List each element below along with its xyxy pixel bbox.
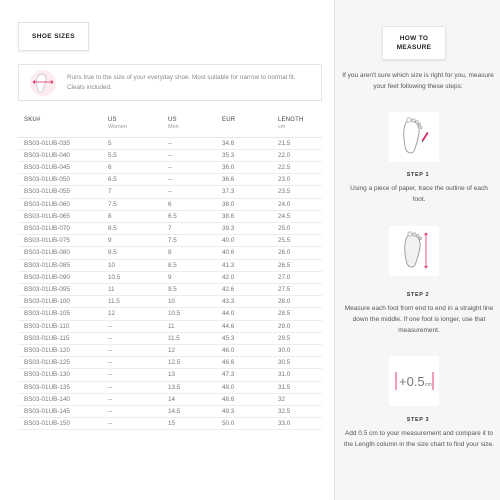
cell-sku: BS03-01UB-140 bbox=[18, 393, 102, 405]
step-2-label: STEP 2 bbox=[406, 292, 430, 298]
cell-eur: 40.6 bbox=[216, 247, 272, 259]
cell-eur: 35.3 bbox=[216, 149, 272, 161]
table-row bbox=[18, 271, 322, 283]
how-to-measure-title-line1: HOW TO bbox=[399, 35, 429, 42]
cell-sku: BS03-01UB-080 bbox=[18, 247, 102, 259]
cell-length: 33.0 bbox=[272, 418, 322, 430]
cell-sku: BS03-01UB-105 bbox=[18, 308, 102, 320]
table-row bbox=[18, 137, 322, 149]
cell-sku: BS03-01UB-125 bbox=[18, 357, 102, 369]
cell-sku: BS03-01UB-110 bbox=[18, 320, 102, 332]
measure-intro-text: If you aren't sure which size is right for you, measure your feet following these steps: bbox=[342, 72, 494, 90]
cell-length: 22.0 bbox=[272, 149, 322, 161]
fit-note-text: Runs true to the size of your everyday shoe. Most suitable for narrow to normal fit. Cleats included. bbox=[67, 74, 296, 91]
table-row bbox=[18, 308, 322, 320]
cell-us-women: 9 bbox=[102, 235, 162, 247]
table-row bbox=[18, 393, 322, 405]
cell-us-women: 6.5 bbox=[102, 174, 162, 186]
table-row bbox=[18, 259, 322, 271]
cell-eur: 48.0 bbox=[216, 381, 272, 393]
cell-us-women: 8.5 bbox=[102, 222, 162, 234]
cell-us-women: 5.5 bbox=[102, 149, 162, 161]
table-row bbox=[18, 174, 322, 186]
column-header-us-women: US Women bbox=[102, 113, 162, 137]
cell-length: 27.0 bbox=[272, 271, 322, 283]
table-row bbox=[18, 161, 322, 173]
cell-us-men: -- bbox=[162, 186, 216, 198]
cell-us-women: 8 bbox=[102, 210, 162, 222]
cell-length: 28.0 bbox=[272, 296, 322, 308]
column-header-us-men: US Men bbox=[162, 113, 216, 137]
cell-length: 22.5 bbox=[272, 161, 322, 173]
table-row bbox=[18, 405, 322, 417]
cell-us-men: 13 bbox=[162, 369, 216, 381]
add-measurement-value: +0.5 bbox=[399, 374, 425, 389]
cell-length: 23.0 bbox=[272, 174, 322, 186]
cell-sku: BS03-01UB-085 bbox=[18, 259, 102, 271]
foot-trace-icon bbox=[389, 112, 439, 162]
cell-sku: BS03-01UB-060 bbox=[18, 198, 102, 210]
cell-length: 25.0 bbox=[272, 222, 322, 234]
cell-length: 27.5 bbox=[272, 283, 322, 295]
cell-sku: BS03-01UB-050 bbox=[18, 174, 102, 186]
table-row bbox=[18, 210, 322, 222]
table-row bbox=[18, 235, 322, 247]
cell-eur: 39.3 bbox=[216, 222, 272, 234]
cell-length: 32 bbox=[272, 393, 322, 405]
cell-eur: 38.6 bbox=[216, 210, 272, 222]
cell-length: 23.5 bbox=[272, 186, 322, 198]
column-header-length: LENGTH cm bbox=[272, 113, 322, 137]
cell-eur: 44.0 bbox=[216, 308, 272, 320]
cell-eur: 45.3 bbox=[216, 332, 272, 344]
cell-eur: 50.0 bbox=[216, 418, 272, 430]
cell-length: 24.0 bbox=[272, 198, 322, 210]
add-measurement-icon bbox=[389, 356, 439, 406]
cell-sku: BS03-01UB-115 bbox=[18, 332, 102, 344]
cell-length: 31.5 bbox=[272, 381, 322, 393]
cell-length: 30.0 bbox=[272, 344, 322, 356]
step-1-text: Using a piece of paper, trace the outline of each foot. bbox=[350, 185, 488, 203]
how-to-measure-title-line2: MEASURE bbox=[396, 43, 432, 51]
cell-us-women: 12 bbox=[102, 308, 162, 320]
cell-us-women: -- bbox=[102, 418, 162, 430]
cell-us-men: 8 bbox=[162, 247, 216, 259]
cell-us-women: -- bbox=[102, 405, 162, 417]
how-to-measure-panel bbox=[334, 0, 500, 500]
cell-us-men: 13.5 bbox=[162, 381, 216, 393]
table-row bbox=[18, 222, 322, 234]
cell-sku: BS03-01UB-055 bbox=[18, 186, 102, 198]
cell-length: 21.5 bbox=[272, 137, 322, 149]
table-header-row bbox=[18, 113, 322, 137]
column-header-eur: EUR bbox=[216, 113, 272, 137]
cell-length: 25.5 bbox=[272, 235, 322, 247]
cell-eur: 44.6 bbox=[216, 320, 272, 332]
cell-sku: BS03-01UB-120 bbox=[18, 344, 102, 356]
cell-sku: BS03-01UB-150 bbox=[18, 418, 102, 430]
table-row bbox=[18, 369, 322, 381]
shoe-sizes-title: SHOE SIZES bbox=[18, 22, 89, 51]
cell-eur: 47.3 bbox=[216, 369, 272, 381]
cell-us-men: 14 bbox=[162, 393, 216, 405]
cell-us-men: 10 bbox=[162, 296, 216, 308]
cell-us-men: 9 bbox=[162, 271, 216, 283]
cell-sku: BS03-01UB-065 bbox=[18, 210, 102, 222]
table-row bbox=[18, 198, 322, 210]
cell-length: 26.0 bbox=[272, 247, 322, 259]
cell-eur: 40.0 bbox=[216, 235, 272, 247]
step-1-label: STEP 1 bbox=[406, 172, 430, 178]
cell-us-women: 11 bbox=[102, 283, 162, 295]
cell-us-women: 6 bbox=[102, 161, 162, 173]
cell-eur: 41.3 bbox=[216, 259, 272, 271]
cell-eur: 36.6 bbox=[216, 174, 272, 186]
cell-eur: 34.6 bbox=[216, 137, 272, 149]
cell-us-men: 6.5 bbox=[162, 210, 216, 222]
table-row bbox=[18, 296, 322, 308]
cell-us-women: -- bbox=[102, 369, 162, 381]
cell-length: 31.0 bbox=[272, 369, 322, 381]
cell-sku: BS03-01UB-070 bbox=[18, 222, 102, 234]
cell-eur: 49.3 bbox=[216, 405, 272, 417]
table-row bbox=[18, 149, 322, 161]
table-row bbox=[18, 283, 322, 295]
table-row bbox=[18, 186, 322, 198]
cell-length: 32.5 bbox=[272, 405, 322, 417]
cell-length: 29.5 bbox=[272, 332, 322, 344]
cell-us-men: 9.5 bbox=[162, 283, 216, 295]
cell-us-men: 12.5 bbox=[162, 357, 216, 369]
cell-us-women: 7 bbox=[102, 186, 162, 198]
cell-sku: BS03-01UB-145 bbox=[18, 405, 102, 417]
cell-us-women: -- bbox=[102, 393, 162, 405]
cell-us-men: -- bbox=[162, 149, 216, 161]
cell-us-women: 7.5 bbox=[102, 198, 162, 210]
cell-length: 28.5 bbox=[272, 308, 322, 320]
cell-us-women: 11.5 bbox=[102, 296, 162, 308]
foot-measure-icon bbox=[389, 226, 439, 276]
cell-us-men: -- bbox=[162, 137, 216, 149]
cell-eur: 38.0 bbox=[216, 198, 272, 210]
cell-length: 29.0 bbox=[272, 320, 322, 332]
size-chart-body bbox=[18, 137, 322, 430]
table-row bbox=[18, 381, 322, 393]
add-measurement-unit: cm bbox=[425, 382, 432, 388]
step-3-text: Add 0.5 cm to your measurement and compare it to the Length column in the size chart to find your size. bbox=[344, 430, 494, 448]
cell-sku: BS03-01UB-095 bbox=[18, 283, 102, 295]
table-row bbox=[18, 320, 322, 332]
cell-us-women: -- bbox=[102, 332, 162, 344]
cell-us-men: 11.5 bbox=[162, 332, 216, 344]
cell-eur: 36.0 bbox=[216, 161, 272, 173]
cell-length: 30.5 bbox=[272, 357, 322, 369]
cell-us-men: 7.5 bbox=[162, 235, 216, 247]
step-3-label: STEP 3 bbox=[406, 417, 430, 423]
cell-eur: 37.3 bbox=[216, 186, 272, 198]
cell-us-women: -- bbox=[102, 320, 162, 332]
cell-us-men: 15 bbox=[162, 418, 216, 430]
cell-us-men: 7 bbox=[162, 222, 216, 234]
cell-eur: 43.3 bbox=[216, 296, 272, 308]
cell-sku: BS03-01UB-130 bbox=[18, 369, 102, 381]
cell-eur: 46.0 bbox=[216, 344, 272, 356]
foot-width-icon bbox=[29, 69, 57, 97]
step-2-text: Measure each foot from end to end in a straight line down the middle. If one foot is longer, use that measurement. bbox=[344, 305, 494, 334]
cell-eur: 46.6 bbox=[216, 357, 272, 369]
cell-us-men: 14.5 bbox=[162, 405, 216, 417]
cell-us-men: 6 bbox=[162, 198, 216, 210]
table-row bbox=[18, 418, 322, 430]
table-row bbox=[18, 332, 322, 344]
cell-eur: 42.6 bbox=[216, 283, 272, 295]
cell-sku: BS03-01UB-035 bbox=[18, 137, 102, 149]
cell-us-men: 12 bbox=[162, 344, 216, 356]
how-to-measure-title bbox=[382, 26, 446, 60]
cell-us-women: 10 bbox=[102, 259, 162, 271]
cell-us-men: 8.5 bbox=[162, 259, 216, 271]
cell-length: 26.5 bbox=[272, 259, 322, 271]
table-row bbox=[18, 357, 322, 369]
cell-us-women: -- bbox=[102, 344, 162, 356]
cell-us-men: 11 bbox=[162, 320, 216, 332]
cell-us-men: -- bbox=[162, 161, 216, 173]
cell-eur: 42.0 bbox=[216, 271, 272, 283]
cell-sku: BS03-01UB-135 bbox=[18, 381, 102, 393]
cell-sku: BS03-01UB-040 bbox=[18, 149, 102, 161]
cell-eur: 48.6 bbox=[216, 393, 272, 405]
cell-length: 24.5 bbox=[272, 210, 322, 222]
fit-note-box bbox=[18, 64, 322, 101]
cell-us-women: -- bbox=[102, 357, 162, 369]
cell-sku: BS03-01UB-075 bbox=[18, 235, 102, 247]
cell-us-women: -- bbox=[102, 381, 162, 393]
cell-us-men: -- bbox=[162, 174, 216, 186]
cell-us-men: 10.5 bbox=[162, 308, 216, 320]
table-row bbox=[18, 344, 322, 356]
cell-us-women: 9.5 bbox=[102, 247, 162, 259]
table-row bbox=[18, 247, 322, 259]
cell-us-women: 10.5 bbox=[102, 271, 162, 283]
column-header-sku: SKU# bbox=[18, 113, 102, 137]
size-chart-table bbox=[18, 113, 322, 430]
cell-sku: BS03-01UB-045 bbox=[18, 161, 102, 173]
cell-sku: BS03-01UB-100 bbox=[18, 296, 102, 308]
shoe-sizes-section bbox=[18, 22, 322, 430]
cell-us-women: 5 bbox=[102, 137, 162, 149]
cell-sku: BS03-01UB-090 bbox=[18, 271, 102, 283]
